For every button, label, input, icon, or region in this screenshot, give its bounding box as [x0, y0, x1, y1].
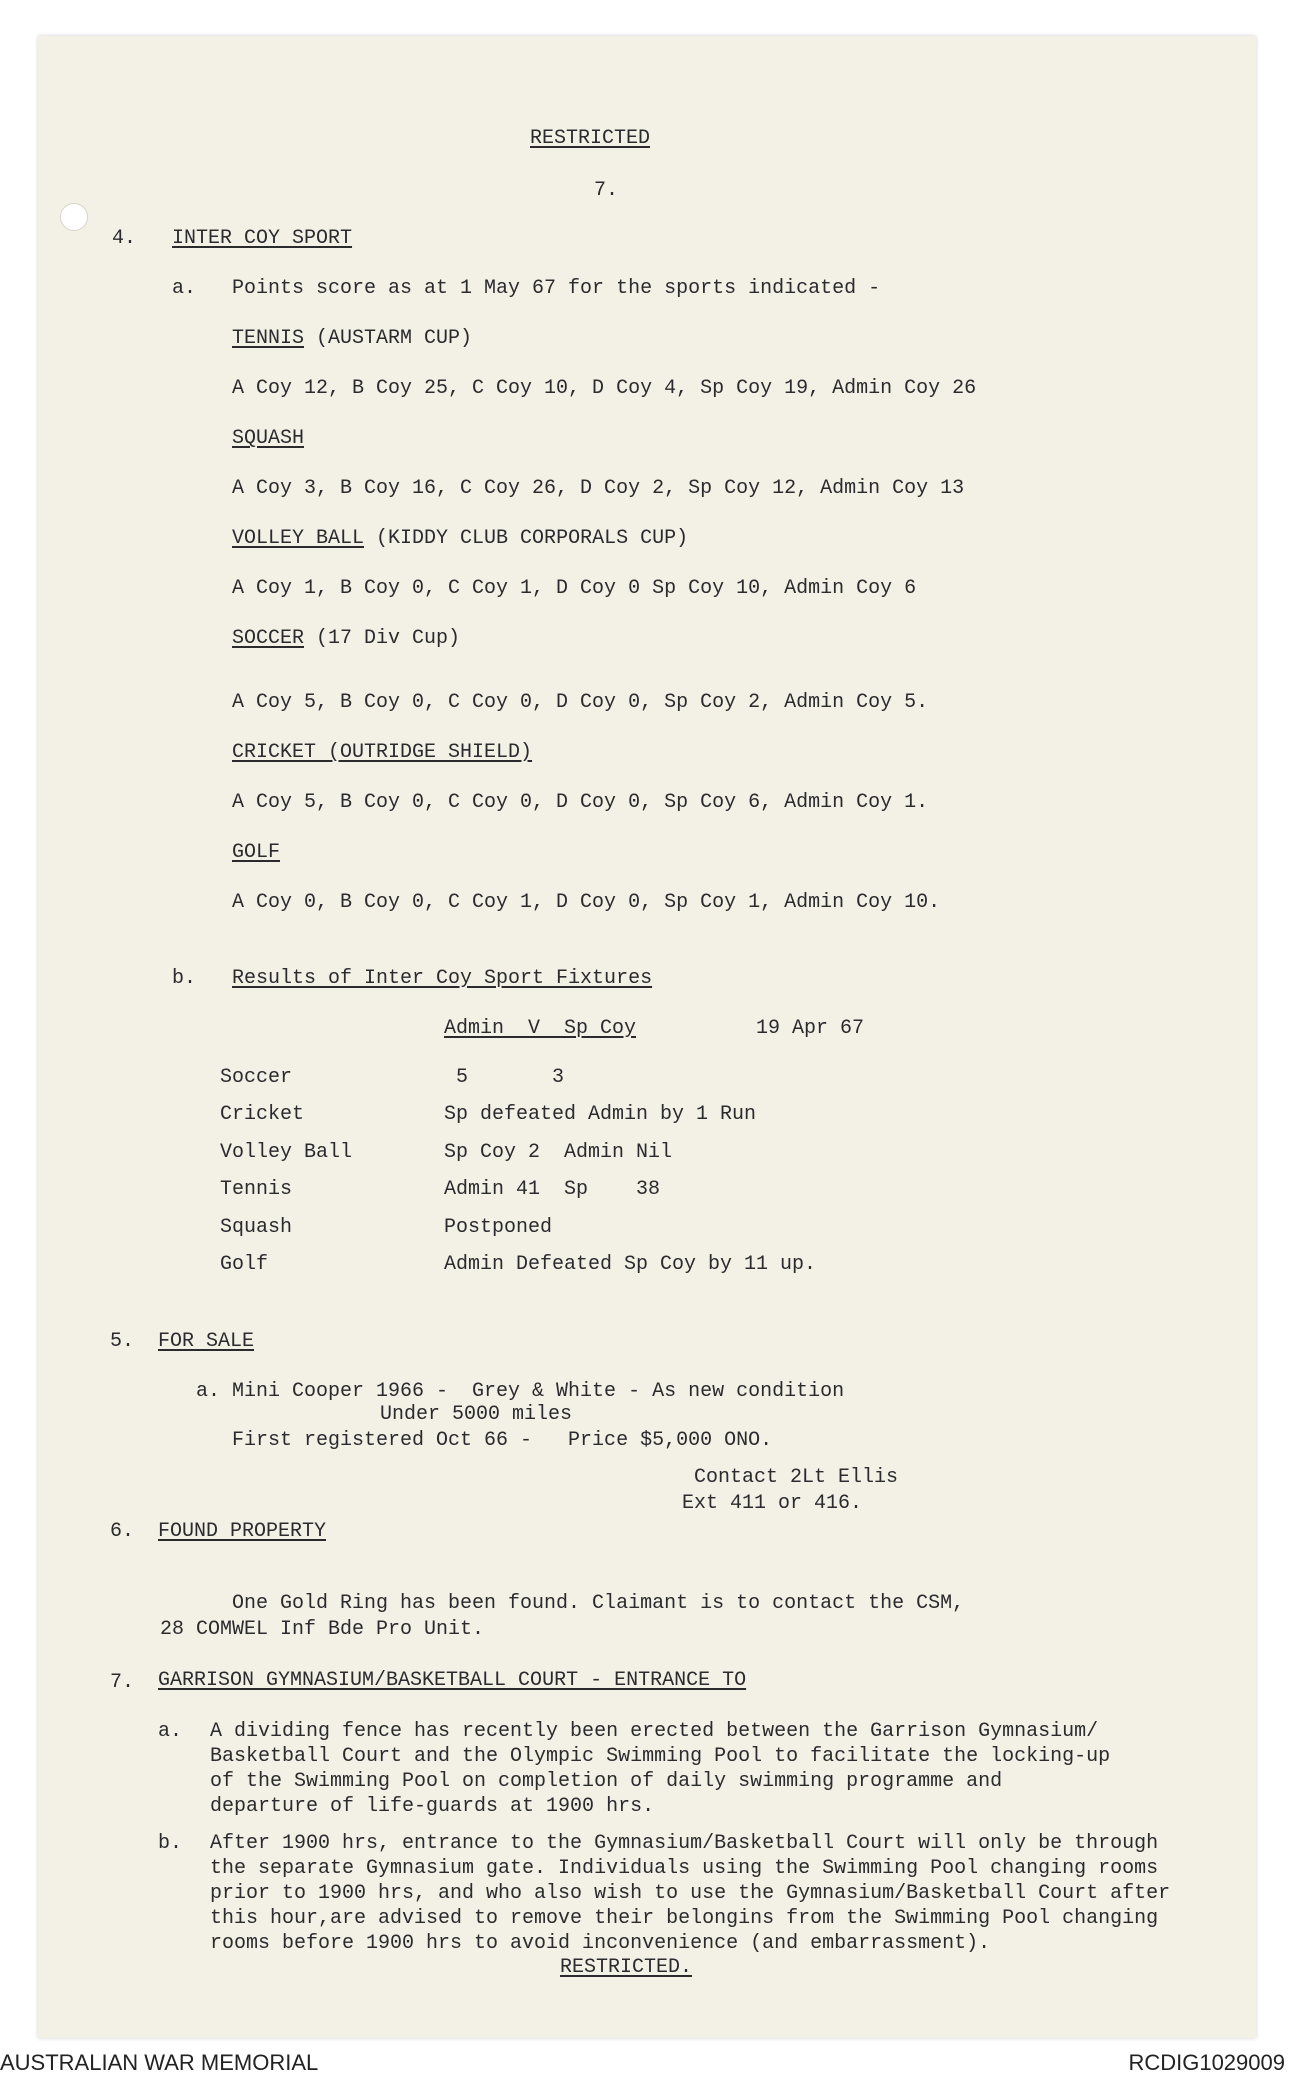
- sport-suffix: (17 Div Cup): [304, 627, 461, 650]
- sport-scores: A Coy 3, B Coy 16, C Coy 26, D Coy 2, Sp Coy 12, Admin Coy 13: [232, 477, 965, 500]
- result-value: Sp defeated Admin by 1 Run: [444, 1103, 757, 1126]
- result-value: Postponed: [444, 1216, 553, 1239]
- sport-scores: A Coy 1, B Coy 0, C Coy 1, D Coy 0 Sp Coy 10, Admin Coy 6: [232, 577, 917, 600]
- sport-scores: A Coy 5, B Coy 0, C Coy 0, D Coy 0, Sp Coy 2, Admin Coy 5.: [232, 691, 929, 714]
- section-7a-label: a.: [158, 1720, 183, 1743]
- sport-name: CRICKET (OUTRIDGE SHIELD): [232, 741, 533, 764]
- result-sport: Soccer: [220, 1066, 293, 1089]
- sport-suffix: (AUSTARM CUP): [304, 327, 473, 350]
- sale-contact: Contact 2Lt Ellis: [694, 1466, 899, 1489]
- paragraph-line: rooms before 1900 hrs to avoid inconvenience (and embarrassment).: [210, 1932, 991, 1955]
- page-number: 7.: [594, 179, 619, 202]
- sale-line: Mini Cooper 1966 - Grey & White - As new condition: [232, 1380, 845, 1403]
- result-sport: Tennis: [220, 1178, 293, 1201]
- paragraph-line: Basketball Court and the Olympic Swimming Pool to facilitate the locking-up: [210, 1745, 1111, 1768]
- section-6-title: FOUND PROPERTY: [158, 1520, 327, 1543]
- paragraph-line: the separate Gymnasium gate. Individuals using the Swimming Pool changing rooms: [210, 1857, 1159, 1880]
- section-7b-label: b.: [158, 1832, 183, 1855]
- paragraph-line: of the Swimming Pool on completion of daily swimming programme and: [210, 1770, 1003, 1793]
- section-4-title: INTER COY SPORT: [172, 227, 353, 250]
- found-property-text: One Gold Ring has been found. Claimant is to contact the CSM,: [232, 1592, 965, 1615]
- result-sport: Volley Ball: [220, 1141, 353, 1164]
- section-4a-label: a.: [172, 277, 197, 300]
- sport-name: SQUASH: [232, 427, 305, 450]
- sport-heading: [232, 840, 280, 865]
- section-6-number: 6.: [110, 1520, 135, 1543]
- fixture-match: Admin V Sp Coy: [444, 1017, 637, 1040]
- classification-header: RESTRICTED: [530, 127, 651, 150]
- result-sport: Golf: [220, 1253, 269, 1276]
- sport-name: SOCCER: [232, 627, 305, 650]
- section-4a-intro: Points score as at 1 May 67 for the sports indicated -: [232, 277, 881, 300]
- paragraph-line: After 1900 hrs, entrance to the Gymnasium/Basketball Court will only be through: [210, 1832, 1159, 1855]
- archive-id: RCDIG1029009: [1128, 2050, 1285, 2075]
- result-value: Sp Coy 2 Admin Nil: [444, 1141, 673, 1164]
- punch-hole: [60, 203, 88, 231]
- paragraph-line: departure of life-guards at 1900 hrs.: [210, 1795, 655, 1818]
- section-4b-title: Results of Inter Coy Sport Fixtures: [232, 967, 653, 990]
- result-sport: Cricket: [220, 1103, 305, 1126]
- classification-footer: RESTRICTED.: [560, 1956, 693, 1979]
- result-value: Admin 41 Sp 38: [444, 1178, 661, 1201]
- section-5-title: FOR SALE: [158, 1330, 255, 1353]
- paragraph-line: prior to 1900 hrs, and who also wish to use the Gymnasium/Basketball Court after: [210, 1882, 1171, 1905]
- section-5a-label: a.: [196, 1380, 221, 1403]
- sport-name: TENNIS: [232, 327, 305, 350]
- sale-extension: Ext 411 or 416.: [682, 1492, 863, 1515]
- archive-name: AUSTRALIAN WAR MEMORIAL: [0, 2050, 319, 2075]
- sport-heading: [232, 526, 688, 551]
- sport-heading: [232, 626, 460, 651]
- sport-scores: A Coy 5, B Coy 0, C Coy 0, D Coy 0, Sp Coy 6, Admin Coy 1.: [232, 791, 929, 814]
- sport-scores: A Coy 12, B Coy 25, C Coy 10, D Coy 4, Sp Coy 19, Admin Coy 26: [232, 377, 977, 400]
- section-4b-label: b.: [172, 967, 197, 990]
- section-7-title: GARRISON GYMNASIUM/BASKETBALL COURT - ENTRANCE TO: [158, 1669, 747, 1692]
- section-7-number: 7.: [110, 1671, 135, 1694]
- sale-line: Under 5000 miles: [380, 1403, 573, 1426]
- sale-line: First registered Oct 66 - Price $5,000 ONO.: [232, 1429, 773, 1452]
- section-5-number: 5.: [110, 1330, 135, 1353]
- sport-heading: [232, 740, 532, 765]
- result-sport: Squash: [220, 1216, 293, 1239]
- sport-heading: [232, 426, 304, 451]
- result-value: 5 3: [444, 1066, 565, 1089]
- found-property-text: 28 COMWEL Inf Bde Pro Unit.: [160, 1618, 485, 1641]
- sport-name: GOLF: [232, 841, 281, 864]
- sport-heading: [232, 326, 472, 351]
- fixture-date: 19 Apr 67: [756, 1017, 865, 1040]
- paragraph-line: A dividing fence has recently been erected between the Garrison Gymnasium/: [210, 1720, 1099, 1743]
- paragraph-line: this hour,are advised to remove their belongins from the Swimming Pool changing: [210, 1907, 1159, 1930]
- result-value: Admin Defeated Sp Coy by 11 up.: [444, 1253, 817, 1276]
- section-4-number: 4.: [112, 227, 137, 250]
- sport-suffix: (KIDDY CLUB CORPORALS CUP): [364, 527, 689, 550]
- sport-scores: A Coy 0, B Coy 0, C Coy 1, D Coy 0, Sp Coy 1, Admin Coy 10.: [232, 891, 941, 914]
- sport-name: VOLLEY BALL: [232, 527, 365, 550]
